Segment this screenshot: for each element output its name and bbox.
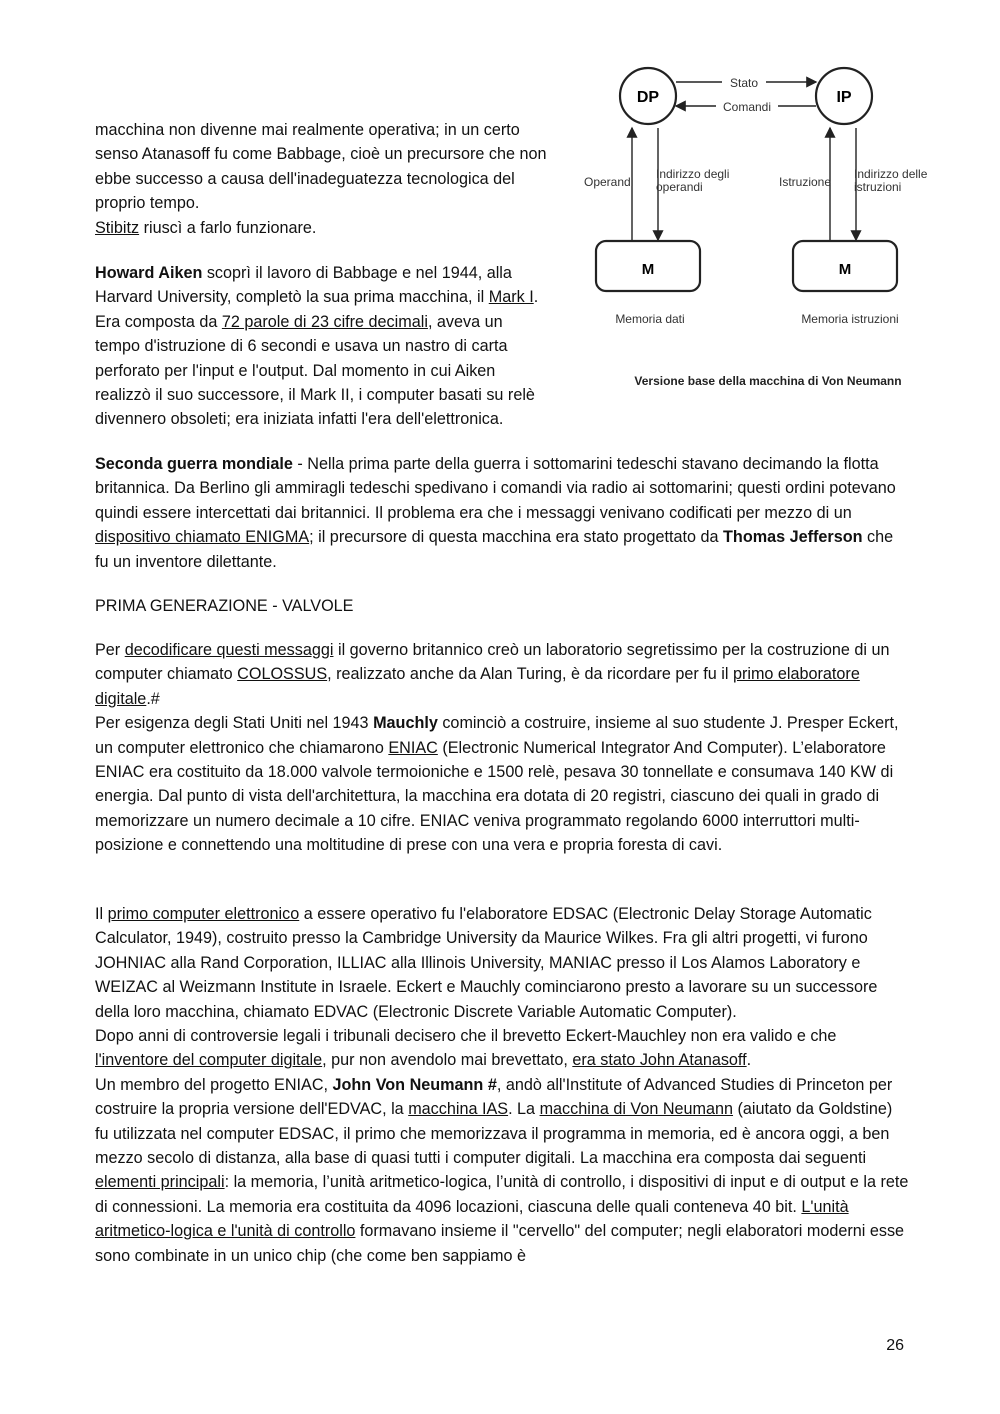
ip-label: IP [836, 89, 852, 106]
paragraph-text: : la memoria, l’unità aritmetico-logica, l’unità di controllo, i dispositivi di input e di output e la rete di connessioni. La memoria era costituita da 4096 locazioni, ciascuna delle quali conteneva 40 bit. [95, 1173, 909, 1216]
indirizzo-operandi-label-2: operandi [656, 180, 703, 194]
von-neumann-diagram [578, 60, 940, 400]
memory-box-left-label: M [641, 261, 655, 278]
istruzione-label: Istruzione [779, 175, 832, 189]
indirizzo-istruzioni-label-2: istruzioni [854, 180, 902, 194]
paragraph-aiken [95, 261, 550, 432]
comandi-label: Comandi [722, 100, 772, 114]
paragraph-colossus-eniac [95, 638, 910, 858]
indirizzo-istruzioni-label-1: Indirizzo delle [854, 167, 928, 181]
paragraph-text: macchina non divenne mai realmente operativa; in un certo senso Atanasoff fu come Babbage, cioè un precursore che non ebbe successo a causa dell'inadeguatezza tecnologica del proprio tempo. [95, 121, 547, 213]
link-eniac[interactable]: ENIAC [388, 738, 438, 757]
paragraph-text: , realizzato anche da Alan Turing, è da ricordare per fu il [327, 665, 733, 684]
link-stibitz[interactable]: Stibitz [95, 218, 140, 237]
paragraph-text: formavano insieme il "cervello" del computer; negli elaboratori moderni esse sono combinate in un unico chip (che come ben sappiamo è [95, 1222, 905, 1265]
paragraph-text: (aiutato da Goldstine) fu utilizzata nel computer EDSAC, il primo che memorizzava il programma in memoria, ed è ancora oggi, a ben mezzo secolo di distanza, alla base di quasi tutti i computer digitali. La macchina era composta dai seguenti [95, 1100, 893, 1168]
paragraph-text: . Era composta da [95, 288, 539, 331]
paragraph-seconda-guerra [95, 452, 910, 574]
bold-mauchly: Mauchly [373, 714, 438, 733]
paragraph-edsac-von-neumann [95, 902, 910, 1268]
paragraph-text: Un membro del progetto ENIAC, [95, 1075, 333, 1094]
link-elementi-principali[interactable]: elementi principali [95, 1173, 225, 1192]
link-decodificare[interactable]: decodificare questi messaggi [124, 641, 334, 659]
indirizzo-operandi-label-1: Indirizzo degli [656, 167, 730, 181]
paragraph-text: , pur non avendolo mai brevettato, [322, 1051, 573, 1070]
paragraph-text: che fu un inventore dilettante. [95, 528, 894, 571]
bold-thomas-jefferson: Thomas Jefferson [723, 528, 863, 547]
link-primo-elaboratore[interactable]: primo elaboratore digitale [95, 665, 860, 708]
link-mark-i[interactable]: Mark I [488, 288, 534, 307]
paragraph-text: cominciò a costruire, insieme al suo studente J. Presper Eckert, un computer elettronico che chiamarono [95, 714, 899, 757]
paragraph-text: . [746, 1051, 752, 1070]
page-number: 26 [886, 1337, 904, 1354]
bold-seconda-guerra: Seconda guerra mondiale [95, 455, 293, 473]
paragraph-text: , andò all'Institute of Advanced Studies di Princeton per costruire la propria versione dell'EDVAC, la [95, 1075, 893, 1119]
section-heading: PRIMA GENERAZIONE - VALVOLE [95, 597, 354, 615]
paragraph-text: .# [146, 689, 160, 708]
paragraph-text: ; il precursore di questa macchina era stato progettato da [309, 528, 724, 547]
link-macchina-von-neumann[interactable]: macchina di Von Neumann [539, 1100, 734, 1119]
stato-label: Stato [729, 76, 759, 90]
memoria-dati-label: Memoria dati [615, 312, 685, 326]
paragraph-atanasoff [95, 118, 550, 240]
paragraph-text: - Nella prima parte della guerra i sottomarini tedeschi stavano decimando la flotta britannica. Da Berlino gli ammiragli tedeschi spedivano i comandi via radio ai sottomarini; questi ordini potevano quindi essere intercettati dai britannici. Il problema era che i messaggi venivano codificati per mezzo di un [95, 455, 896, 522]
link-primo-computer[interactable]: primo computer elettronico [107, 905, 300, 923]
link-enigma[interactable]: dispositivo chiamato ENIGMA [95, 528, 310, 547]
paragraph-text: il governo britannico creò un laboratorio segretissimo per la costruzione di un computer chiamato [95, 641, 890, 684]
figure-caption: Versione base della macchina di Von Neumann [634, 374, 902, 388]
diagram-svg [578, 60, 940, 400]
link-72-parole[interactable]: 72 parole di 23 cifre decimali [221, 312, 428, 331]
link-inventore[interactable]: l'inventore del computer digitale [95, 1051, 323, 1070]
paragraph-text: Per [95, 641, 125, 659]
memory-box-right-label: M [838, 261, 852, 278]
paragraph-text: . La [508, 1100, 540, 1119]
paragraph-text: Dopo anni di controversie legali i tribunali decisero che il brevetto Eckert-Mauchley non era valido e che [95, 1027, 837, 1046]
bold-howard-aiken: Howard Aiken [95, 264, 203, 282]
dp-label: DP [636, 89, 660, 106]
bold-john-von-neumann: John Von Neumann # [332, 1075, 497, 1094]
paragraph-text: Il [95, 905, 108, 923]
memoria-istruzioni-label: Memoria istruzioni [801, 312, 899, 326]
paragraph-text: scoprì il lavoro di Babbage e nel 1944, alla Harvard University, completò la sua prima macchina, il [95, 264, 512, 307]
paragraph-text: (Electronic Numerical Integrator And Computer). L’elaboratore ENIAC era costituito da 18.000 valvole termoioniche e 1500 relè, pesava 30 tonnellate e consumava 140 KW di energia. Dal punto di vista dell'architettura, la macchina era dotata di 20 registri, ciascuno dei quali in grado di memorizzare un numero decimale a 10 cifre. ENIAC veniva programmato regolando 6000 interruttori multi-posizione e connettendo una moltitudine di prese con una vera e propria foresta di cavi. [95, 738, 894, 855]
link-colossus[interactable]: COLOSSUS [237, 665, 328, 684]
link-unita-aritmetico-logica[interactable]: L'unità aritmetico-logica e l'unità di controllo [95, 1197, 849, 1241]
link-macchina-ias[interactable]: macchina IAS [408, 1100, 509, 1119]
operandi-label: Operandi [584, 175, 634, 189]
link-atanasoff[interactable]: era stato John Atanasoff [572, 1051, 747, 1070]
paragraph-text: , aveva un tempo d'istruzione di 6 secondi e usava un nastro di carta perforato per l'input e l'output. Dal momento in cui Aiken realizzò il suo successore, il Mark II, i computer basati su relè divennero obsoleti; era iniziata infatti l'era dell'elettronica. [95, 312, 535, 429]
paragraph-text: riuscì a farlo funzionare. [139, 218, 317, 237]
paragraph-text: a essere operativo fu l'elaboratore EDSAC (Electronic Delay Storage Automatic Calculator, 1949), costruito presso la Cambridge University da Maurice Wilkes. Fra gli altri progetti, vi furono JOHNIAC alla Rand Corporation, ILLIAC alla Illinois University, MANIAC presso il Los Alamos Laboratory e WEIZAC al Weizmann Institute in Israele. Eckert e Mauchly cominciarono presto a lavorare su un successore della loro macchina, chiamato EDVAC (Electronic Discrete Variable Automatic Computer). [95, 905, 878, 1021]
paragraph-text: Per esigenza degli Stati Uniti nel 1943 [95, 714, 374, 733]
